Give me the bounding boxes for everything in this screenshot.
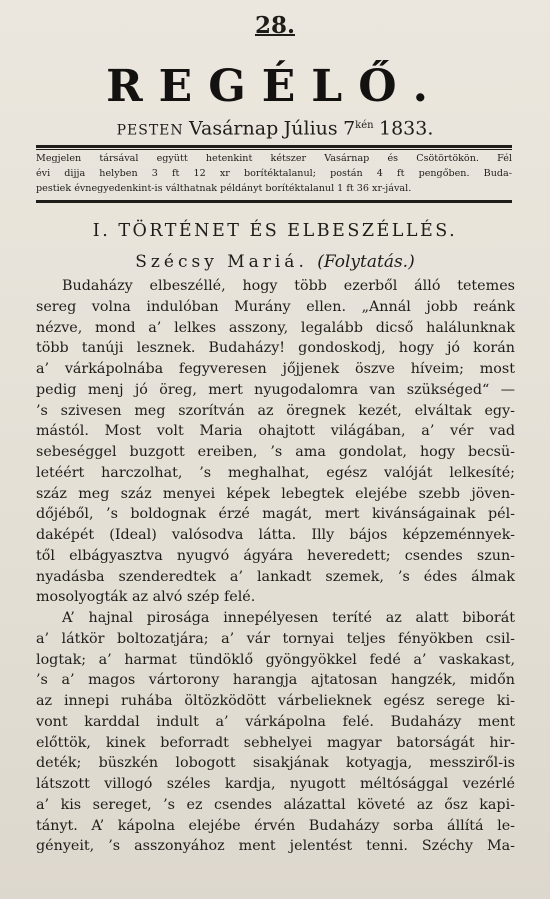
masthead-rule-top (36, 145, 512, 148)
body-line: nyadásba szenderedtek a’ lankadt szemek, ’s édes álmak (36, 568, 515, 585)
article-body (36, 276, 515, 857)
body-line: ’s a’ magos vártorony harangja ajtatosan hangzék, midőn (36, 672, 515, 689)
body-line: sebeséggel buzgott ereiben, ’s ama gondolat, hogy becsü- (36, 444, 515, 460)
body-line: letéért harczolhat, ’s meghalhat, egész valóját lelkesíté; (36, 464, 515, 481)
dateline-month: Július (283, 117, 338, 140)
dateline-city: PESTEN (116, 122, 184, 139)
subscription-notice (36, 151, 512, 196)
body-line: sereg volna indulóban Murány ellen. „Annál jobb reánk (36, 298, 515, 315)
section-heading: I. TÖRTÉNET ÉS ELBESZÉLLÉS. (92, 221, 458, 241)
masthead-rule-top-thin (36, 149, 512, 150)
body-line: a’ látkör boltozatjára; a’ vár tornyai teljes fényökben csil- (36, 630, 515, 647)
body-line: deték; büszkén lobogott sisakjának kotyagja, messziről-is (36, 755, 515, 772)
dateline (0, 115, 550, 142)
body-line: több tanúji lesznek. Budaházy! gondoskodj, hogy jó korán (36, 340, 515, 357)
notice-line: évi dijja helyben 3 ft 12 xr borítéktalanul; postán 4 ft pengőben. Buda- (36, 168, 512, 179)
notice-line: pestiek évnegyedenkint-is válthatnak példányt borítéktalanul 1 ft 36 xr-jával. (36, 183, 412, 194)
page-number: 28. (254, 12, 295, 39)
notice-line: Megjelen társával együtt hetenkint kétszer Vasárnap és Csötörtökön. Fél (36, 153, 512, 164)
story-title: Szécsy Mariá. (135, 252, 308, 272)
body-line: logtak; a’ harmat tündöklő gyöngyökkel fedé a’ vaskakast, (36, 651, 515, 668)
body-line: pedig menj jó öreg, mert nyugodalomra van szükséged“ — (36, 381, 515, 398)
body-line: A’ hajnal pirosága innepélyesen teríté az alatt biborát (62, 610, 515, 626)
body-line: látszott villogó széles kardja, nyugott méltósággal vezérlé (36, 776, 515, 792)
body-line: a’ várkápolnába fegyveresen jőjjenek öszve híveim; most (36, 361, 515, 377)
body-line: tányt. A’ kápolna elejébe érvén Budaházy sorba állítá le- (36, 817, 515, 834)
body-line: ’s szivesen meg szorítván az öregnek kezét, elváltak egy- (36, 402, 515, 419)
body-line: Budaházy elbeszéllé, hogy több ezerből álló tetemes (62, 278, 515, 294)
body-line: vont karddal indult a’ várkápolna felé. Budaházy ment (36, 713, 515, 730)
dateline-date-number: 7 (343, 117, 356, 140)
body-line: az innepi ruhába öltözködött várbelieknek egész serege ki- (36, 693, 515, 709)
body-line: előttök, kinek beforradt sebhelyei magyar batorságát hir- (36, 734, 515, 751)
masthead-title: REGÉLŐ. (106, 61, 444, 112)
dateline-date-suffix: kén (355, 120, 374, 131)
body-line: dőjéből, ’s boldognak érzé magát, mert kivánságainak pél- (36, 506, 515, 523)
notice-rule-bottom (36, 200, 512, 203)
body-line: gényeit, ’s asszonyához ment jelentést tenni. Széchy Ma- (36, 838, 515, 855)
dateline-day: Vasárnap (189, 117, 279, 140)
body-line: száz meg száz menyei képek lebegtek elejébe szebb jöven- (36, 485, 515, 502)
story-continued-label: (Folytatás.) (317, 252, 415, 272)
body-line: mosolyogták az alvó szép felé. (36, 589, 256, 606)
body-line: daképét (Ideal) valósodva látta. Illy bájos képzeménnyek- (36, 527, 515, 543)
dateline-year: 1833. (378, 117, 434, 140)
body-line: mástól. Most volt Maria ohajtott világában, a’ vér vad (36, 423, 515, 440)
body-line: a’ kis sereget, ’s ez csendes alázattal követé az ősz kapi- (36, 796, 515, 813)
story-heading (0, 251, 550, 273)
body-line: től elbágyasztva nyugvó ágyára heveredett; csendes szun- (36, 547, 515, 564)
body-line: nézve, mond a’ lelkes asszony, legalább dicső halálunknak (36, 319, 515, 336)
